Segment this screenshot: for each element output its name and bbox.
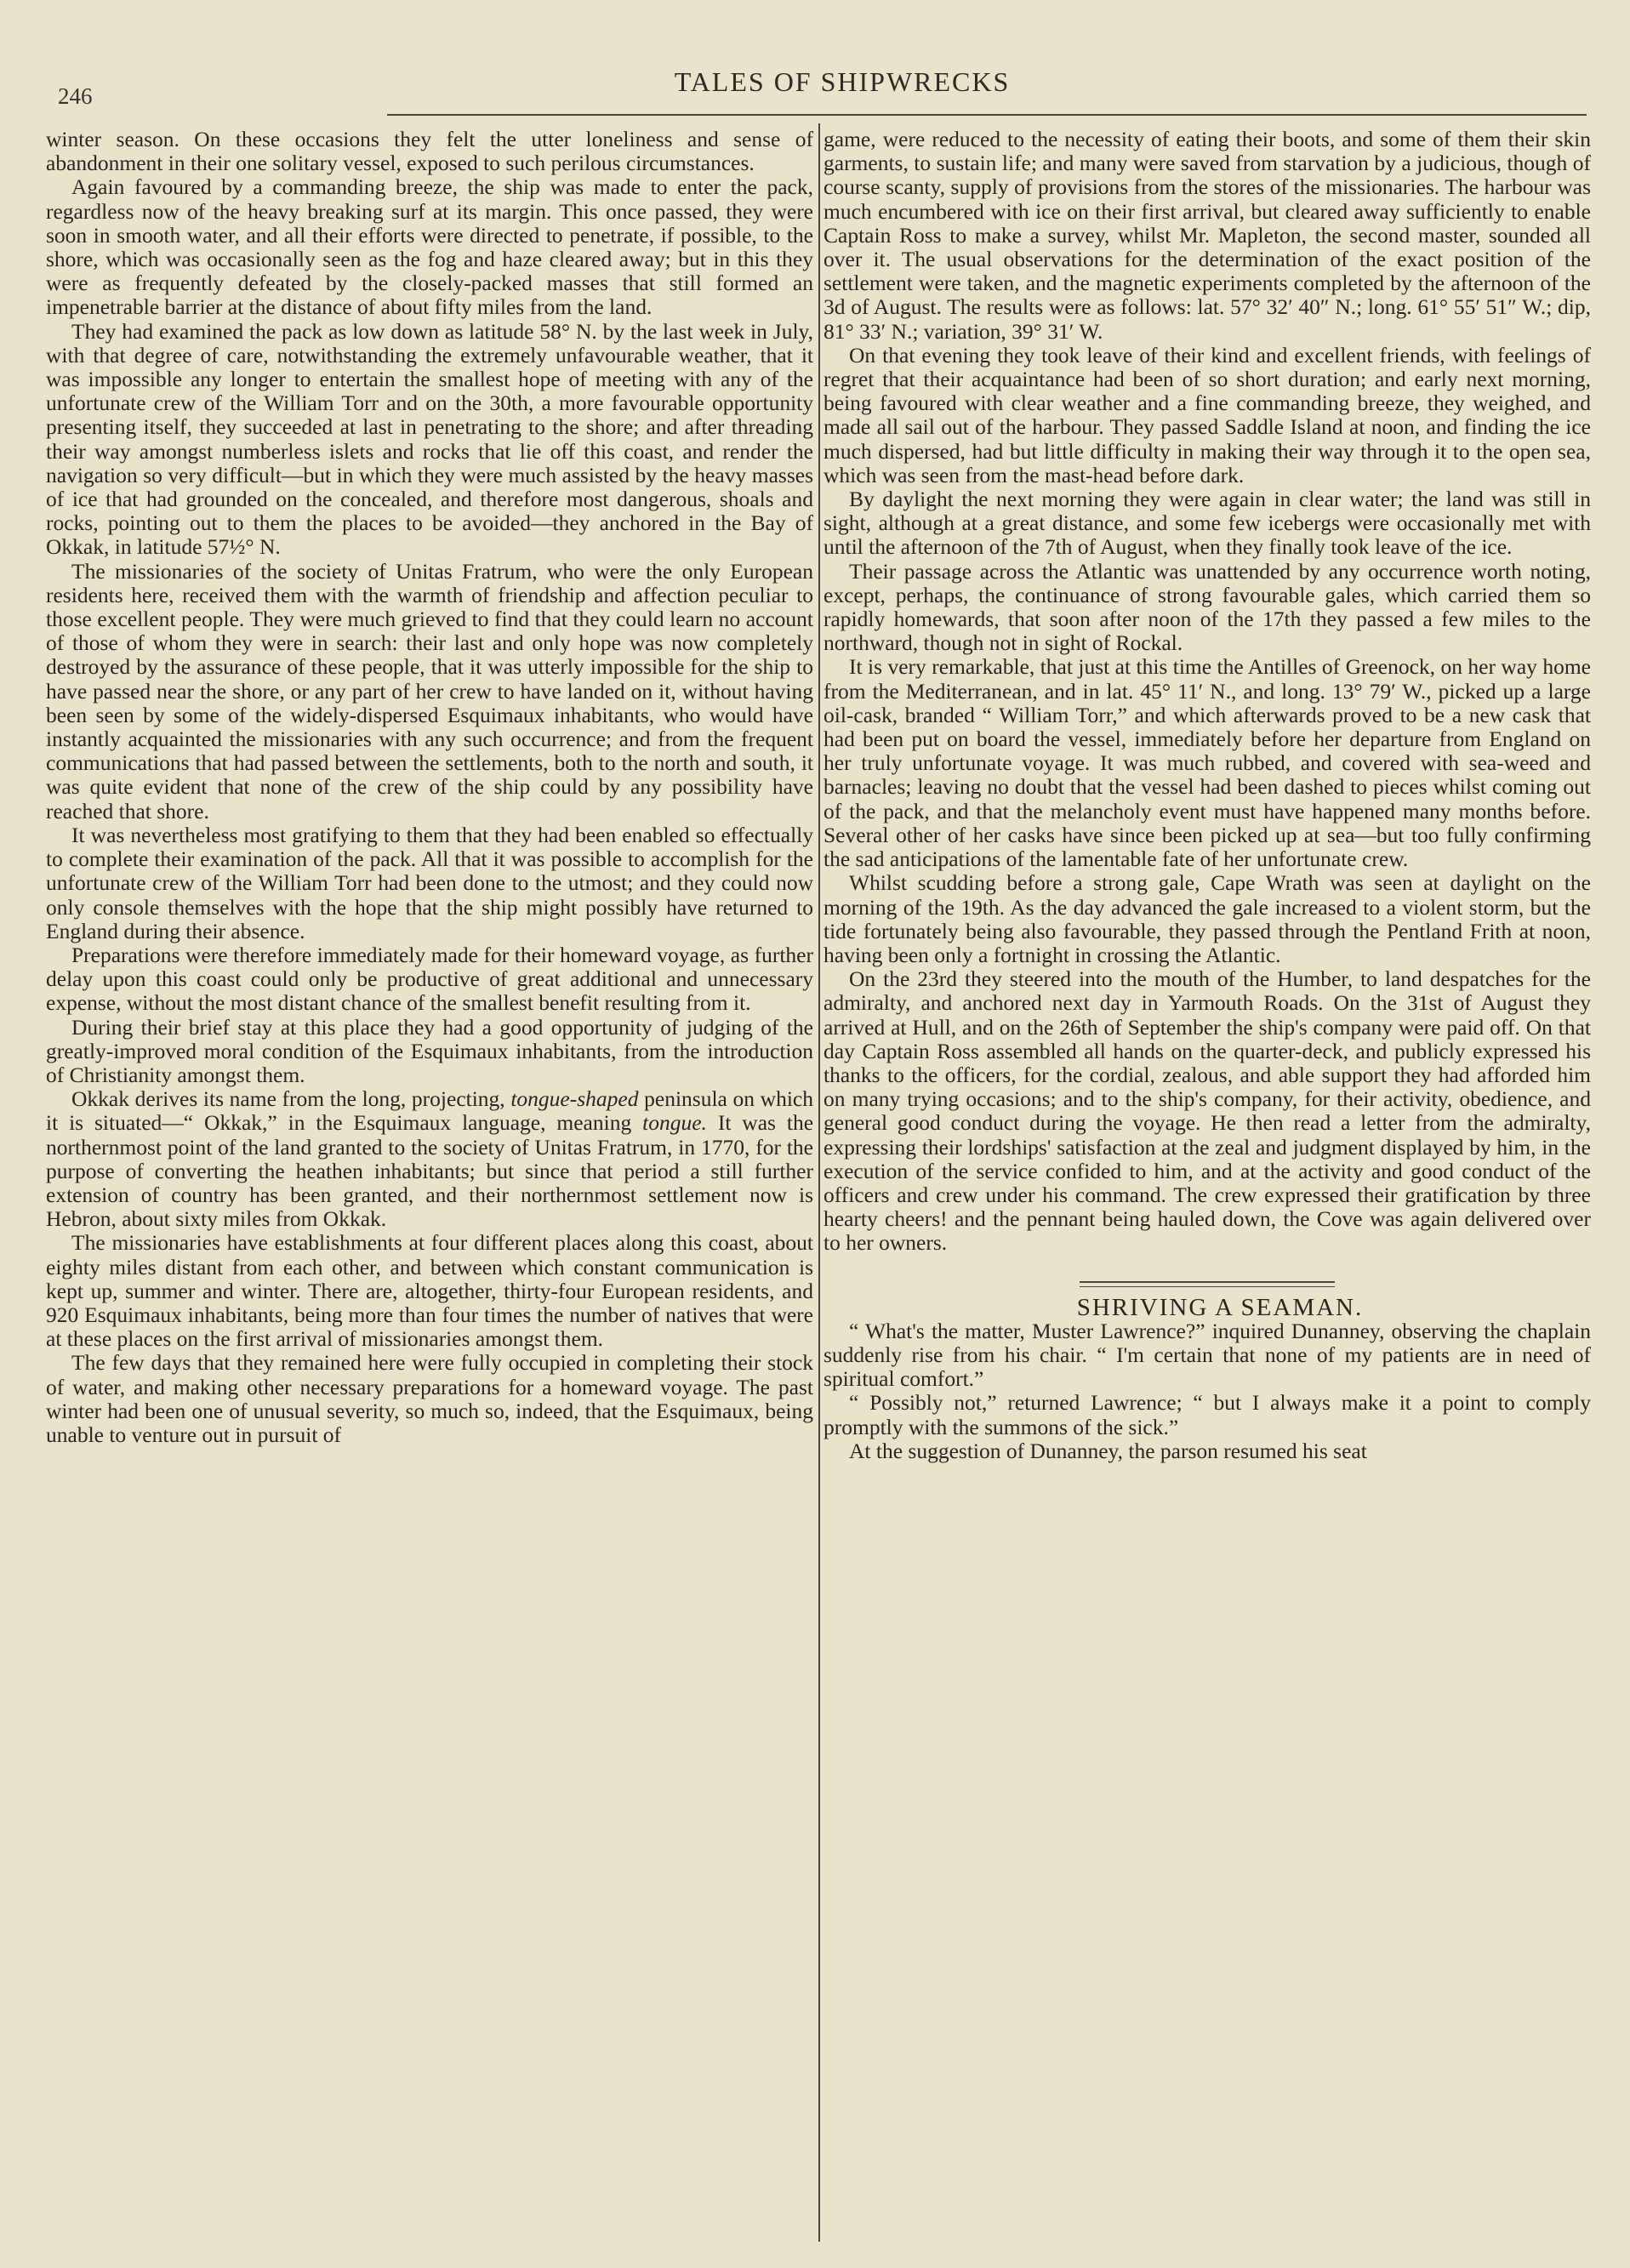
paragraph-okkak	[46, 1087, 813, 1231]
paragraph: “ Possibly not,” returned Lawrence; “ but I always make it a point to comply promptly with the summons of the sick.”	[824, 1390, 1591, 1439]
page-number: 246	[58, 83, 93, 109]
paragraph: On the 23rd they steered into the mouth of the Humber, to land despatches for the admiralty, and anchored next day in Yarmouth Roads. On the 31st of August they arrived at Hull, and on the 26th of September the ship's company were paid off. On that day Captain Ross assembled all hands on the quarter-deck, and publicly expressed his thanks to the officers, for the cordial, zealous, and able support they had afforded him on many trying occasions; and to the ship's company, for their activity, obedience, and general good conduct during the voyage. He then read a letter from the admiralty, expressing their lordships' satisfaction at the zeal and judgment displayed by him, in the execution of the service confided to him, and at the activity and good conduct of the officers and crew under his command. The crew expressed their gratification by three hearty cheers! and the pennant being hauled down, the Cove was again delivered over to her owners.	[824, 966, 1591, 1256]
column-divider	[818, 123, 820, 2242]
text-run: It was the northernmost point of the land granted to the society of Unitas Fratrum, in 1770, for the purpose of converting the heathen inhabitants; but since that period a still further extension of country has been granted, and their northernmost settlement now is Hebron, about sixty miles from Okkak.	[46, 1110, 813, 1232]
paragraph: They had examined the pack as low down as latitude 58° N. by the last week in July, with that degree of care, notwithstanding the extremely unfavourable weather, that it was impossible any longer to entertain the smallest hope of meeting with any of the unfortunate crew of the William Torr and on the 30th, a more favourable opportunity presenting itself, they succeeded at last in penetrating to the shore; and after threading their way amongst numberless islets and rocks that lie off this coast, and render the navigation so very difficult—but in which they were much assisted by the heavy masses of ice that had grounded on the concealed, and therefore most dangerous, shoals and rocks, pointing out to them the places to be avoided—they anchored in the Bay of Okkak, in latitude 57½° N.	[46, 318, 813, 560]
italic-term: tongue-shaped	[510, 1086, 639, 1112]
text-run: Okkak derives its name from the long, projecting,	[71, 1086, 505, 1112]
divider-rule	[1080, 1286, 1335, 1287]
italic-term: tongue.	[642, 1110, 707, 1136]
paragraph: At the suggestion of Dunanney, the parson resumed his seat	[849, 1438, 1367, 1463]
paragraph: Whilst scudding before a strong gale, Cape Wrath was seen at daylight on the morning of the 19th. As the day advanced the gale increased to a violent storm, but the tide fortunately being also favourable, they passed through the Pentland Frith at noon, having been only a fortnight in crossing the Atlantic.	[824, 870, 1591, 967]
running-head: TALES OF SHIPWRECKS	[674, 66, 1011, 97]
paragraph: During their brief stay at this place they had a good opportunity of judging of the greatly-improved moral condition of the Esquimaux inhabitants, from the introduction of Christianity amongst them.	[46, 1014, 813, 1087]
paragraph: Again favoured by a commanding breeze, the ship was made to enter the pack, regardless now of the heavy breaking surf at its margin. This once passed, they were soon in smooth water, and all their efforts were directed to penetrate, if possible, to the shore, which was occasionally seen as the fog and haze cleared away; but in this they were as frequently defeated by the closely-packed masses that still formed an impenetrable barrier at the distance of about fifty miles from the land.	[46, 174, 813, 320]
paragraph: game, were reduced to the necessity of eating their boots, and some of them their skin garments, to sustain life; and many were saved from starvation by a judicious, though of course scanty, supply of provisions from the stores of the missionaries. The harbour was much encumbered with ice on their first arrival, but cleared away sufficiently to enable Captain Ross to make a survey, whilst Mr. Mapleton, the second master, sounded all over it. The usual observations for the determination of the exact position of the settlement were taken, and the magnetic experiments completed by the afternoon of the 3d of August. The results were as follows: lat. 57° 32′ 40″ N.; long. 61° 55′ 51″ W.; dip, 81° 33′ N.; variation, 39° 31′ W.	[824, 128, 1591, 344]
left-column	[46, 128, 813, 2246]
paragraph: On that evening they took leave of their kind and excellent friends, with feelings of regret that their acquaintance had been of so short duration; and early next morning, being favoured with clear weather and a fine commanding breeze, they weighed, and made all sail out of the harbour. They passed Saddle Island at noon, and finding the ice much dispersed, had but little difficulty in making their way through it to the open sea, which was seen from the mast-head before dark.	[824, 342, 1591, 487]
section-divider	[1080, 1281, 1335, 1287]
paragraph: By daylight the next morning they were again in clear water; the land was still in sight, although at a great distance, and some few icebergs were occasionally met with until the afternoon of the 7th of August, when they finally took leave of the ice.	[824, 487, 1591, 560]
paragraph: The missionaries of the society of Unitas Fratrum, who were the only European residents here, received them with the warmth of friendship and affection peculiar to those excellent people. They were much grieved to find that they could learn no account of those of whom they were in search: their last and only hope was now completely destroyed by the assurance of these people, that it was utterly impossible for the ship to have passed near the shore, or any part of her crew to have landed on it, without having been seen by some of the widely-dispersed Esquimaux inhabitants, who would have instantly acquainted the missionaries with any such occurrence; and from the frequent communications that had passed between the settlements, both to the north and south, it was quite evident that none of the crew of the ship could by any possibility have reached that shore.	[46, 558, 813, 823]
right-column	[824, 128, 1591, 2246]
section-title: SHRIVING A SEAMAN.	[1076, 1293, 1364, 1321]
text-run: peninsula on which it is situated—“ Okkak,” in the Esquimaux language, meaning	[46, 1086, 813, 1136]
divider-rule	[1080, 1281, 1335, 1283]
paragraph: winter season. On these occasions they felt the utter loneliness and sense of abandonment in their one solitary vessel, exposed to such perilous circumstances.	[46, 128, 813, 176]
paragraph: The few days that they remained here were fully occupied in completing their stock of water, and making other necessary preparations for a homeward voyage. The past winter had been one of unusual severity, so much so, indeed, that the Esquimaux, being unable to venture out in pursuit of	[46, 1350, 813, 1447]
paragraph: It is very remarkable, that just at this time the Antilles of Greenock, on her way home from the Mediterranean, and in lat. 45° 11′ N., and long. 13° 79′ W., picked up a large oil-cask, branded “ William Torr,” and which afterwards proved to be a new cask that had been put on board the vessel, immediately before her departure from England on her truly unfortunate voyage. It was much rubbed, and covered with sea-weed and barnacles; leaving no doubt that the vessel had been dashed to pieces whilst coming out of the pack, and that the melancholy event must have happened many months before. Several other of her casks have since been picked up at sea—but too fully confirming the sad anticipations of the lamentable fate of her unfortunate crew.	[824, 654, 1591, 872]
paragraph: Their passage across the Atlantic was unattended by any occurrence worth noting, except, perhaps, the continuance of strong favourable gales, which carried them so rapidly homewards, that soon after noon of the 17th they passed a few miles to the northward, though not in sight of Rockal.	[824, 558, 1591, 656]
paragraph: Preparations were therefore immediately made for their homeward voyage, as further delay upon this coast could only be productive of great additional and unnecessary expense, without the most distant chance of the smallest benefit resulting from it.	[46, 942, 813, 1016]
paragraph: It was nevertheless most gratifying to them that they had been enabled so effectually to complete their examination of the pack. All that it was possible to accomplish for the unfortunate crew of the William Torr had been done to the utmost; and they could now only console themselves with the hope that the ship might possibly have returned to England during their absence.	[46, 822, 813, 943]
paragraph: “ What's the matter, Muster Lawrence?” inquired Dunanney, observing the chaplain suddenly rise from his chair. “ I'm certain that none of my patients are in need of spiritual comfort.”	[824, 1318, 1591, 1392]
header-rule	[387, 114, 1587, 116]
paragraph: The missionaries have establishments at four different places along this coast, about eighty miles distant from each other, and between which constant communication is kept up, summer and winter. There are, altogether, thirty-four European residents, and 920 Esquimaux inhabitants, being more than four times the number of natives that were at these places on the first arrival of missionaries amongst them.	[46, 1230, 813, 1352]
